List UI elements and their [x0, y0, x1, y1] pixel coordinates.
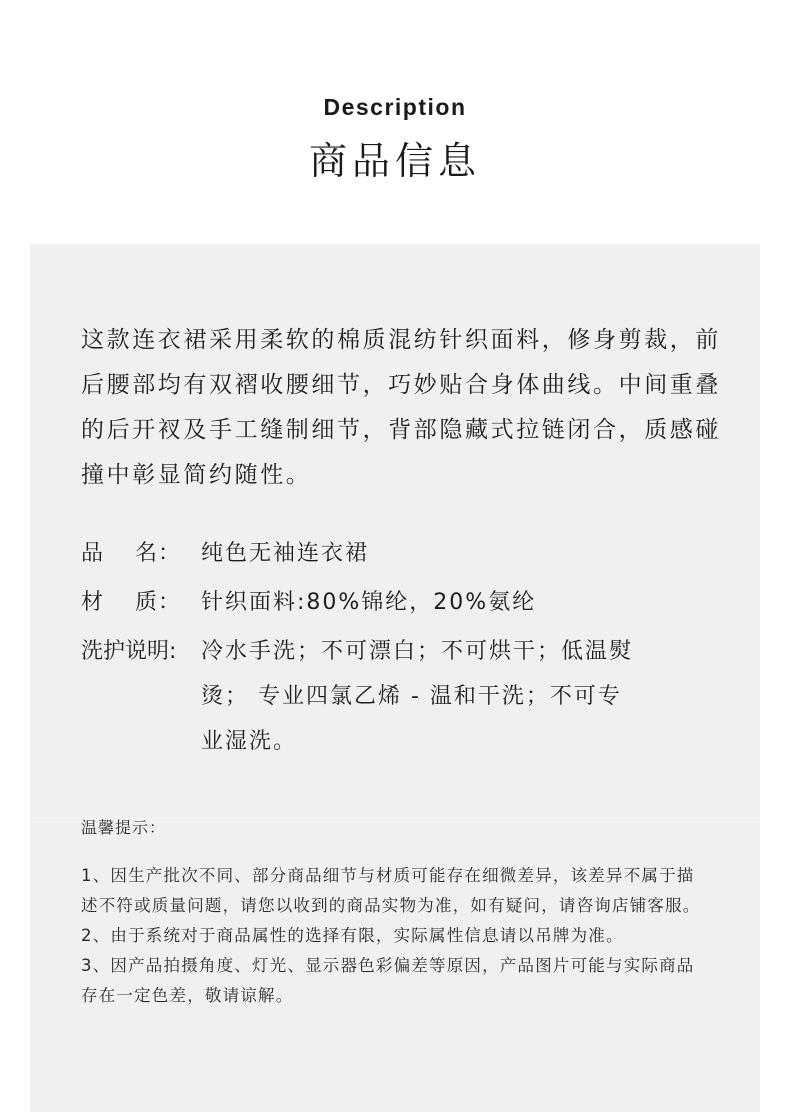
spec-row-name — [81, 531, 731, 576]
spec-name-value: 纯色无袖连衣裙 — [201, 541, 370, 566]
spec-material-value: 针织面料:80%锦纶，20%氨纶 — [201, 590, 537, 615]
spec-row-care — [81, 629, 731, 769]
description-header — [0, 0, 790, 244]
spec-row-material — [81, 580, 731, 625]
spec-name-label: 品 名： — [81, 541, 181, 566]
product-info-panel — [30, 244, 760, 1112]
notice-item: 1、因生产批次不同、部分商品细节与材质可能存在细微差异，该差异不属于描述不符或质量问题，请您以收到的商品实物为准，如有疑问，请咨询店铺客服。 — [81, 866, 701, 915]
product-intro-paragraph: 这款连衣裙采用柔软的棉质混纺针织面料，修身剪裁，前后腰部均有双褶收腰细节，巧妙贴合身体曲线。中间重叠的后开衩及手工缝制细节，背部隐藏式拉链闭合，质感碰撞中彰显简约随性。 — [81, 327, 721, 488]
notice-list — [81, 861, 711, 1011]
section-title-chinese: 商品信息 — [308, 139, 481, 183]
spec-material-label: 材 质： — [81, 590, 181, 615]
spec-care-label: 洗护说明: — [81, 639, 177, 664]
notice-title: 温馨提示： — [81, 818, 167, 837]
notice-item: 3、因产品拍摄角度、灯光、显示器色彩偏差等原因，产品图片可能与实际商品存在一定色差，敬请谅解。 — [81, 956, 695, 1005]
notice-item: 2、由于系统对于商品属性的选择有限，实际属性信息请以吊牌为准。 — [81, 926, 624, 945]
section-title-english: Description — [323, 94, 467, 120]
spec-care-value: 冷水手洗；不可漂白；不可烘干；低温熨烫； 专业四氯乙烯 - 温和干洗；不可专业湿洗。 — [201, 639, 634, 754]
